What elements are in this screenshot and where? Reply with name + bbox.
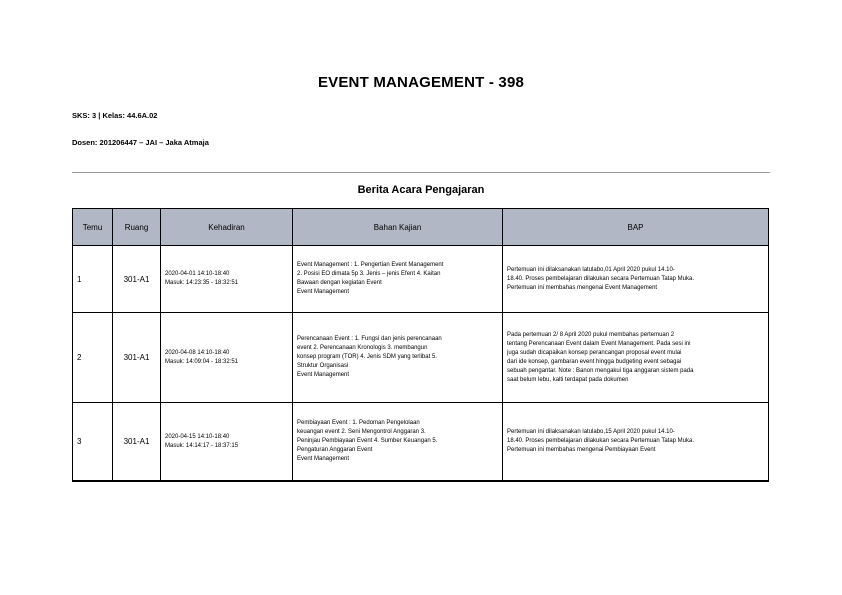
divider bbox=[72, 172, 770, 173]
temu-cell: 2 bbox=[73, 313, 113, 403]
bap-cell bbox=[503, 403, 769, 482]
bahan-line: Event Management bbox=[297, 456, 350, 462]
bap-cell bbox=[503, 313, 769, 403]
page-title: EVENT MANAGEMENT - 398 bbox=[317, 74, 525, 91]
bahan-line: Perencanaan Event : 1. Fungsi dan jenis perencanaan bbox=[297, 336, 442, 342]
bahan-kajian-cell bbox=[293, 403, 503, 482]
bap-cell bbox=[503, 246, 769, 313]
section-title: Berita Acara Pengajaran bbox=[357, 184, 485, 196]
kehadiran-cell bbox=[161, 246, 293, 313]
bahan-line: event 2. Perencanaan Kronologis 3. membangun bbox=[297, 345, 428, 351]
dosen-info: Dosen: 201206447 – JAI – Jaka Atmaja bbox=[72, 138, 209, 147]
kehadiran-masuk: Masuk: 14:09:04 - 18:32:51 bbox=[165, 358, 239, 365]
table-row bbox=[73, 313, 769, 403]
bahan-kajian-cell bbox=[293, 313, 503, 403]
col-header-temu: Temu bbox=[73, 209, 113, 246]
temu-cell: 3 bbox=[73, 403, 113, 482]
bahan-line: Pengaturan Anggaran Event bbox=[297, 447, 373, 453]
bap-line: Pertemuan ini dilaksanakan latulabo,01 April 2020 pukul 14.10- bbox=[507, 266, 675, 273]
bap-line: juga sudah dicapaikan konsep perancangan proposal event mulai bbox=[507, 349, 682, 356]
temu-cell: 1 bbox=[73, 246, 113, 313]
col-header-kehadiran: Kehadiran bbox=[161, 209, 293, 246]
kehadiran-schedule: 2020-04-08 14:10-18:40 bbox=[165, 349, 230, 356]
bap-line: sebuah pengantar. Note : Banon mengakui tiga anggaran sistem pada bbox=[507, 367, 694, 374]
ruang-cell: 301-A1 bbox=[113, 313, 161, 403]
bap-line: Pada pertemuan 2/ 8 April 2020 pukul membahas pertemuan 2 bbox=[507, 331, 675, 338]
bap-line: 18.40. Proses pembelajaran dilakukan secara Pertemuan Tatap Muka. bbox=[507, 275, 694, 282]
col-header-ruang: Ruang bbox=[113, 209, 161, 246]
bap-line: dari ide konsep, gambaran event hingga budgeting event sebagai bbox=[507, 358, 682, 365]
bap-line: Pertemuan ini dilaksanakan latulabo,15 April 2020 pukul 14.10- bbox=[507, 429, 675, 435]
col-header-bap: BAP bbox=[503, 209, 769, 246]
bahan-line: Pembiayaan Event : 1. Pedoman Pengelolaan bbox=[297, 420, 420, 426]
kehadiran-schedule: 2020-04-15 14:10-18:40 bbox=[165, 433, 230, 440]
table-row bbox=[73, 403, 769, 482]
bap-line: 18.40. Proses pembelajaran dilakukan secara Pertemuan Tatap Muka. bbox=[507, 438, 694, 444]
kehadiran-cell bbox=[161, 313, 293, 403]
bahan-line: Struktur Organisasi bbox=[297, 363, 349, 369]
ruang-cell: 301-A1 bbox=[113, 246, 161, 313]
bahan-line: keuangan event 2. Seni Mengontrol Anggaran 3. bbox=[297, 429, 426, 435]
bahan-line: Event Management : 1. Pengertian Event Management bbox=[297, 262, 444, 268]
kehadiran-schedule: 2020-04-01 14:10-18:40 bbox=[165, 271, 230, 277]
bap-line: saat belum lebu, kalti terdapat pada dokumen bbox=[507, 376, 629, 383]
kehadiran-masuk: Masuk: 14:14:17 - 18:37:15 bbox=[165, 442, 239, 449]
col-header-bahan-kajian: Bahan Kajian bbox=[293, 209, 503, 246]
bap-table bbox=[72, 208, 769, 482]
table-row bbox=[73, 246, 769, 313]
bahan-line: Event Management bbox=[297, 372, 350, 378]
kehadiran-masuk: Masuk: 14:23:35 - 18:32:51 bbox=[165, 280, 239, 286]
bahan-line: Event Management bbox=[297, 289, 350, 295]
bahan-line: Bawaan dengan kegiatan Event bbox=[297, 280, 382, 286]
bahan-line: 2. Posisi EO dimata 5p 3. Jenis – jenis Efent 4. Kaitan bbox=[297, 271, 441, 277]
bahan-line: Peninjau Pembiayaan Event 4. Sumber Keuangan 5. bbox=[297, 438, 438, 444]
bahan-kajian-cell bbox=[293, 246, 503, 313]
ruang-cell: 301-A1 bbox=[113, 403, 161, 482]
sks-kelas-info: SKS: 3 | Kelas: 44.6A.02 bbox=[72, 111, 158, 120]
bahan-line: konsep program (TOR) 4. Jenis SDM yang terlibat 5. bbox=[297, 354, 437, 360]
bap-line: Pertemuan ini membahas mengenai Pembiayaan Event bbox=[507, 447, 656, 453]
bap-line: tentang Perencanaan Event dalam Event Management. Pada sesi ini bbox=[507, 340, 691, 347]
kehadiran-cell bbox=[161, 403, 293, 482]
table-header-row bbox=[73, 209, 769, 246]
bap-line: Pertemuan ini membahas mengenai Event Management bbox=[507, 284, 658, 291]
